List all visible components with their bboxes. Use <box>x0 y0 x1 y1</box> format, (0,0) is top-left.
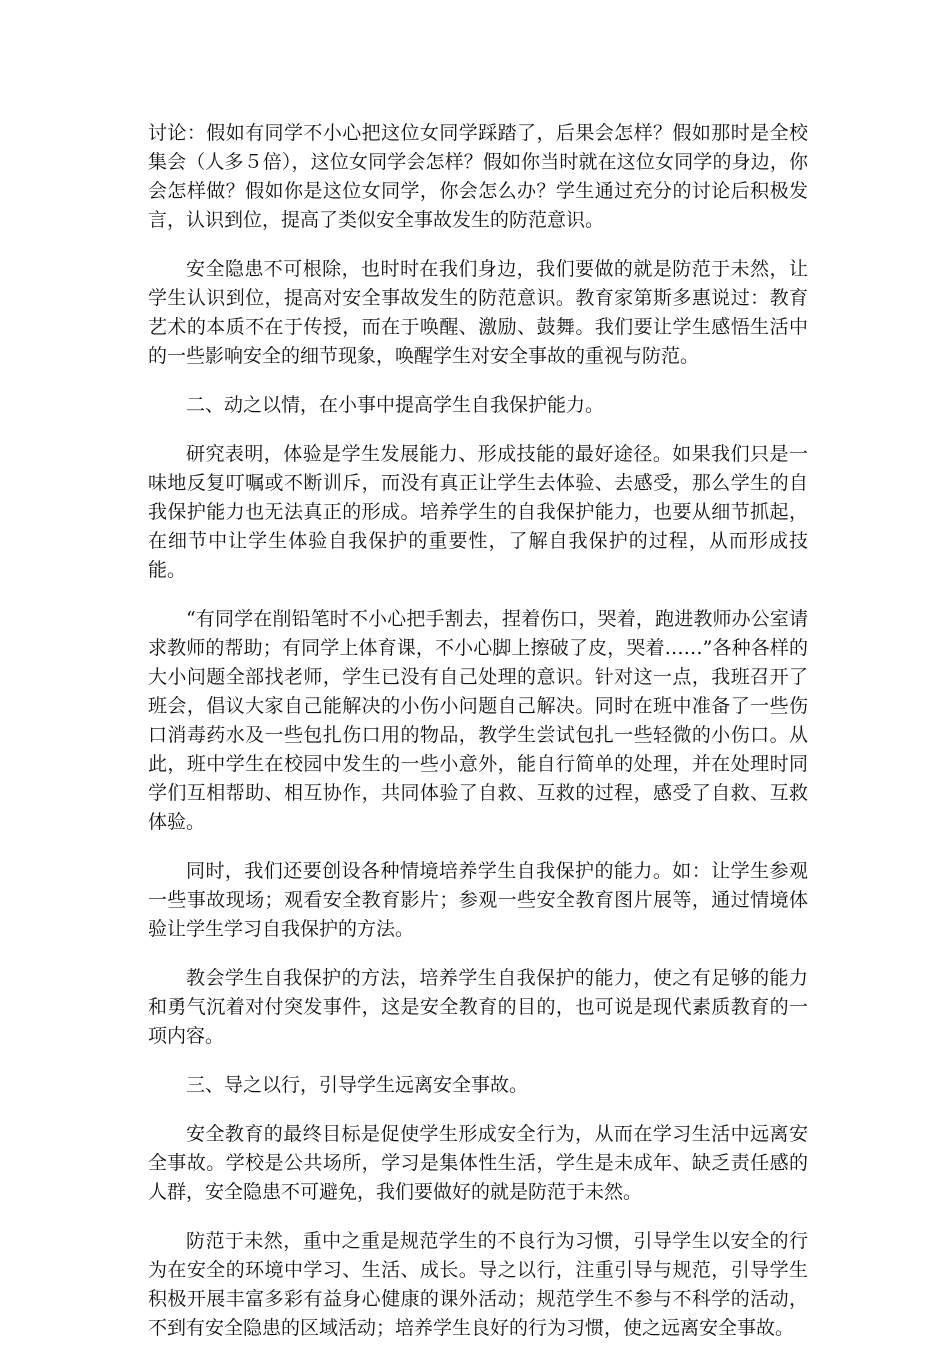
document-page <box>148 119 808 1363</box>
paragraph-research: 研究表明，体验是学生发展能力、形成技能的最好途径。如果我们只是一味地反复叮嘱或不断训斥，而没有真正让学生去体验、去感受，那么学生的自我保护能力也无法真正的形成。培养学生的自我保护能力，也要从细节抓起，在细节中让学生体验自我保护的重要性，了解自我保护的过程，从而形成技能。 <box>148 443 808 581</box>
paragraph-example: “有同学在削铅笔时不小心把手割去，捏着伤口，哭着，跑进教师办公室请求教师的帮助；有同学上体育课，不小心脚上擦破了皮，哭着……”各种各样的大小问题全部找老师，学生已没有自己处理的意识。针对这一点，我班召开了班会，倡议大家自己能解决的小伤小问题自己解决。同时在班中准备了一些伤口消毒药水及一些包扎伤口用的物品，教学生尝试包扎一些轻微的小伤口。从此，班中学生在校园中发生的一些小意外，能自行简单的处理，并在处理时同学们互相帮助、相互协作，共同体验了自救、互救的过程，感受了自救、互救体验。 <box>148 608 808 833</box>
paragraph-safety-hazards: 安全隐患不可根除，也时时在我们身边，我们要做的就是防范于未然，让学生认识到位，提高对安全事故发生的防范意识。教育家第斯多惠说过：教育艺术的本质不在于传授，而在于唤醒、激励、鼓舞。我们要让学生感悟生活中的一些影响安全的细节现象，唤醒学生对安全事故的重视与防范。 <box>148 258 808 367</box>
paragraph-goal: 安全教育的最终目标是促使学生形成安全行为，从而在学习生活中远离安全事故。学校是公共场所，学习是集体性生活，学生是未成年、缺乏责任感的人群，安全隐患不可避免，我们要做好的就是防范于未然。 <box>148 1123 808 1203</box>
section-heading-2: 二、动之以情，在小事中提高学生自我保护能力。 <box>186 394 605 416</box>
paragraph-purpose: 教会学生自我保护的方法，培养学生自我保护的能力，使之有足够的能力和勇气沉着对付突发事件，这是安全教育的目的，也可说是现代素质教育的一项内容。 <box>148 967 808 1047</box>
section-heading-3: 三、导之以行，引导学生远离安全事故。 <box>186 1074 529 1096</box>
paragraph-prevention: 防范于未然，重中之重是规范学生的不良行为习惯，引导学生以安全的行为在安全的环境中学习、生活、成长。导之以行，注重引导与规范，引导学生积极开展丰富多彩有益身心健康的课外活动；规范学生不参与不科学的活动，不到有安全隐患的区域活动；培养学生良好的行为习惯，使之远离安全事故。 <box>148 1230 808 1339</box>
paragraph-discussion: 讨论：假如有同学不小心把这位女同学踩踏了，后果会怎样？假如那时是全校集会（人多５倍），这位女同学会怎样？假如你当时就在这位女同学的身边，你会怎样做？假如你是这位女同学，你会怎么办？学生通过充分的讨论后积极发言，认识到位，提高了类似安全事故发生的防范意识。 <box>148 122 808 231</box>
paragraph-scenarios: 同时，我们还要创设各种情境培养学生自我保护的能力。如：让学生参观一些事故现场；观看安全教育影片；参观一些安全教育图片展等，通过情境体验让学生学习自我保护的方法。 <box>148 860 808 940</box>
